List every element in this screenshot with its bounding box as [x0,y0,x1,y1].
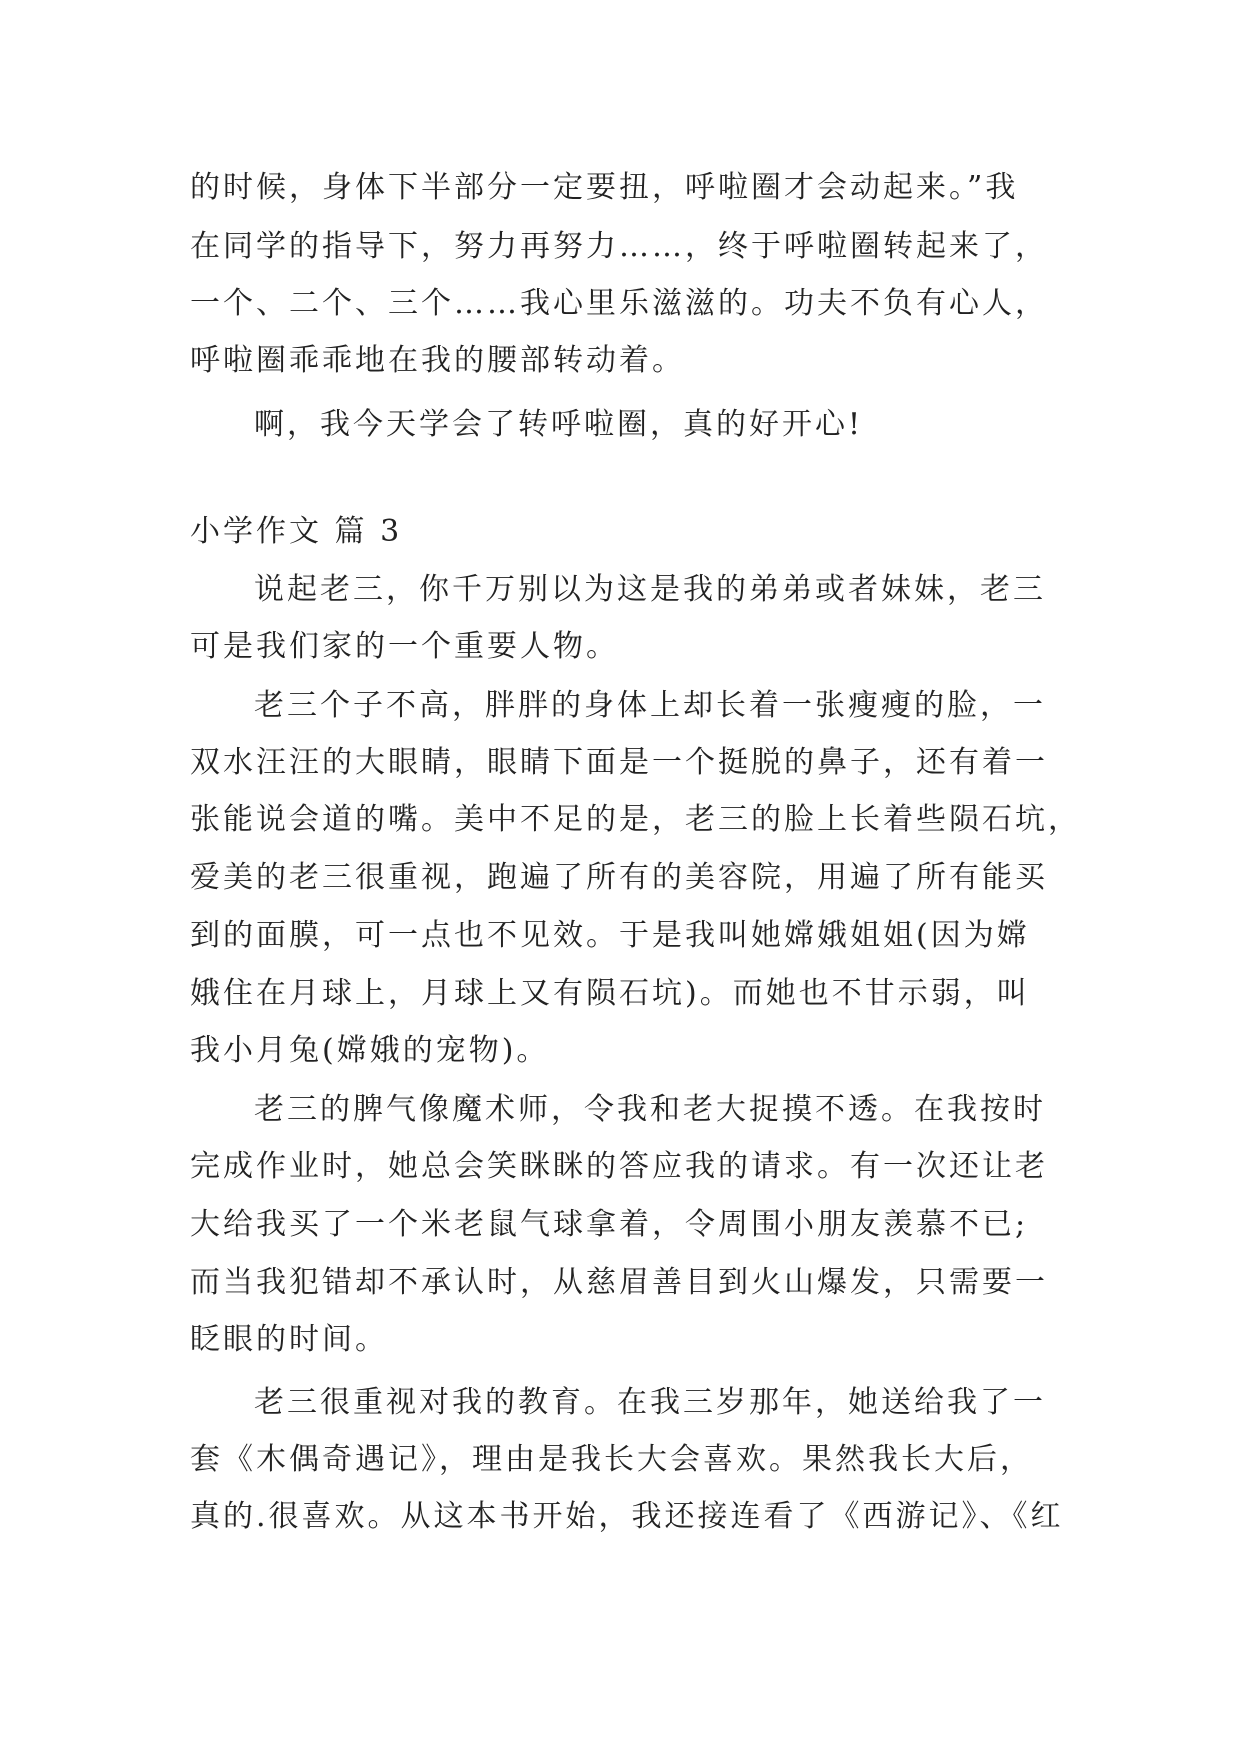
text-line: 而当我犯错却不承认时，从慈眉善目到火山爆发，只需要一 [190,1265,1048,1300]
text-line: 张能说会道的嘴。美中不足的是，老三的脸上长着些陨石坑， [190,802,1081,837]
text-line: 到的面膜，可一点也不见效。于是我叫她嫦娥姐姐(因为嫦 [190,918,1030,953]
text-line: 大给我买了一个米老鼠气球拿着，令周围小朋友羡慕不已; [190,1207,1029,1242]
text-line: 真的.很喜欢。从这本书开始，我还接连看了《西游记》、《红 [190,1499,1064,1534]
text-line: 我小月兔(嫦娥的宠物)。 [190,1033,550,1068]
text-line: 呼啦圈乖乖地在我的腰部转动着。 [190,343,685,378]
text-line: 老三个子不高，胖胖的身体上却长着一张瘦瘦的脸，一 [254,688,1046,723]
text-line: 可是我们家的一个重要人物。 [190,629,619,664]
text-line: 眨眼的时间。 [190,1322,388,1357]
text-line: 一个、二个、三个……我心里乐滋滋的。功夫不负有心人， [190,286,1048,321]
text-line: 娥住在月球上，月球上又有陨石坑)。而她也不甘示弱，叫 [190,976,1030,1011]
text-line: 在同学的指导下，努力再努力……，终于呼啦圈转起来了， [190,229,1048,264]
text-line: 老三很重视对我的教育。在我三岁那年，她送给我了一 [254,1385,1046,1420]
document-body [190,168,1081,1568]
text-line: 爱美的老三很重视，跑遍了所有的美容院，用遍了所有能买 [190,860,1048,895]
text-line: 的时候，身体下半部分一定要扭，呼啦圈才会动起来。”我 [190,170,1019,205]
section-heading: 小学作文 篇 3 [190,514,403,549]
text-line: 说起老三，你千万别以为这是我的弟弟或者妹妹，老三 [254,572,1046,607]
text-line: 完成作业时，她总会笑眯眯的答应我的请求。有一次还让老 [190,1149,1048,1184]
text-line: 老三的脾气像魔术师，令我和老大捉摸不透。在我按时 [254,1092,1046,1127]
text-line: 套《木偶奇遇记》，理由是我长大会喜欢。果然我长大后， [190,1442,1033,1477]
text-line: 双水汪汪的大眼睛，眼睛下面是一个挺脱的鼻子，还有着一 [190,745,1048,780]
text-line: 啊，我今天学会了转呼啦圈，真的好开心! [254,407,864,442]
